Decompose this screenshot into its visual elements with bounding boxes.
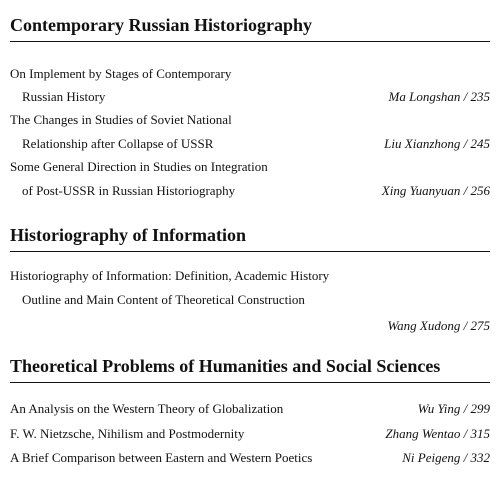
entry-title: Some General Direction in Studies on Integration [10,159,268,174]
entry-author-page: Xing Yuanyuan / 256 [381,183,490,198]
toc-section [10,355,490,480]
entry-title: The Changes in Studies of Soviet National [10,112,232,127]
section-heading: Contemporary Russian Historiography [10,14,490,42]
entry-author-page: Zhang Wentao / 315 [385,426,490,441]
entry-author-page: Wang Xudong / 275 [387,318,490,333]
entry-title: An Analysis on the Western Theory of Globalization [10,401,284,416]
entry-title: Russian History [22,89,106,104]
entry-title: Relationship after Collapse of USSR [22,136,214,151]
entry-title: Outline and Main Content of Theoretical Construction [22,292,305,307]
entry-title: Historiography of Information: Definition, Academic History [10,268,330,283]
toc-section [10,14,490,214]
entry-author-page: Wu Ying / 299 [417,401,490,416]
entry-author-page: Ni Peigeng / 332 [402,450,490,465]
entry-title: of Post-USSR in Russian Historiography [22,183,236,198]
entry-author-page: Ma Longshan / 235 [388,89,490,104]
entry-title: On Implement by Stages of Contemporary [10,66,232,81]
entry-title: A Brief Comparison between Eastern and Western Poetics [10,450,313,465]
section-heading: Theoretical Problems of Humanities and Social Sciences [10,355,490,383]
toc-section [10,224,490,344]
entry-author-page: Liu Xianzhong / 245 [384,136,490,151]
entry-title: F. W. Nietzsche, Nihilism and Postmodernity [10,426,245,441]
section-heading: Historiography of Information [10,224,490,252]
